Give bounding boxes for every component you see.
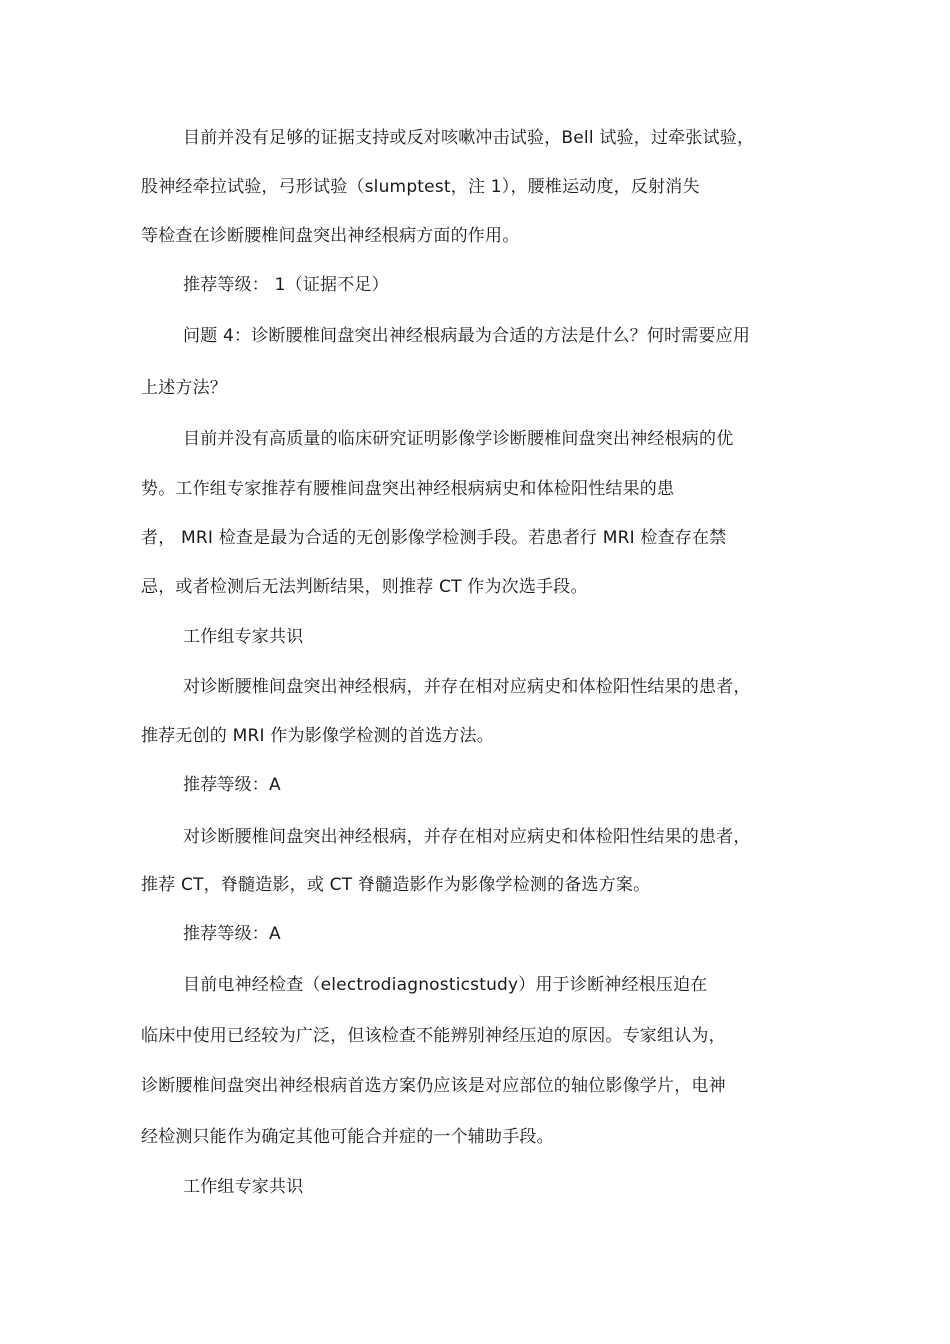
paragraph-line: 目前并没有足够的证据支持或反对咳嗽冲击试验，Bell 试验，过牵张试验，	[183, 128, 755, 148]
paragraph-line: 上述方法？	[141, 378, 227, 398]
paragraph-line: 推荐无创的 MRI 作为影像学检测的首选方法。	[141, 726, 494, 746]
paragraph-line: 忌，或者检测后无法判断结果，则推荐 CT 作为次选手段。	[141, 577, 588, 597]
paragraph-line: 对诊断腰椎间盘突出神经根病，并存在相对应病史和体检阳性结果的患者，	[183, 677, 751, 697]
paragraph-line: 推荐 CT，脊髓造影，或 CT 脊髓造影作为影像学检测的备选方案。	[141, 875, 651, 895]
paragraph-line: 势。工作组专家推荐有腰椎间盘突出神经根病病史和体检阳性结果的患	[141, 479, 675, 499]
paragraph-line: 股神经牵拉试验，弓形试验（slumptest，注 1），腰椎运动度，反射消失	[141, 177, 700, 197]
recommendation-grade: 推荐等级：A	[183, 775, 281, 795]
recommendation-grade: 推荐等级： 1（证据不足）	[183, 275, 389, 295]
paragraph-line: 等检查在诊断腰椎间盘突出神经根病方面的作用。	[141, 226, 520, 246]
paragraph-line: 目前电神经检查（electrodiagnosticstudy）用于诊断神经根压迫在	[183, 975, 708, 995]
paragraph-line: 者， MRI 检查是最为合适的无创影像学检测手段。若患者行 MRI 检查存在禁	[141, 528, 727, 548]
consensus-heading: 工作组专家共识	[183, 1177, 304, 1197]
paragraph-line: 目前并没有高质量的临床研究证明影像学诊断腰椎间盘突出神经根病的优	[183, 429, 734, 449]
paragraph-line: 经检测只能作为确定其他可能合并症的一个辅助手段。	[141, 1127, 554, 1147]
question-heading: 问题 4：诊断腰椎间盘突出神经根病最为合适的方法是什么？何时需要应用	[183, 326, 751, 346]
recommendation-grade: 推荐等级：A	[183, 924, 281, 944]
consensus-heading: 工作组专家共识	[183, 627, 304, 647]
paragraph-line: 临床中使用已经较为广泛，但该检查不能辨别神经压迫的原因。专家组认为，	[141, 1026, 726, 1046]
paragraph-line: 对诊断腰椎间盘突出神经根病，并存在相对应病史和体检阳性结果的患者，	[183, 827, 751, 847]
paragraph-line: 诊断腰椎间盘突出神经根病首选方案仍应该是对应部位的轴位影像学片，电神	[141, 1076, 726, 1096]
